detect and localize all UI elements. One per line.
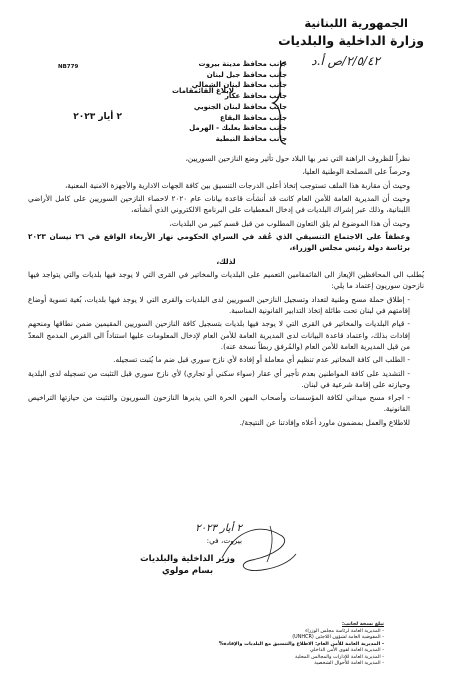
signature-place: بيروت، في:: [206, 536, 242, 545]
addressee-item: جانب محافظ بعلبك - الهرمل: [189, 124, 287, 133]
republic-heading: الجمهورية اللبنانية: [304, 16, 408, 30]
curly-brace-icon: [270, 60, 290, 146]
paragraph: وحيث أن هذا الموضوع لم يلق التعاون المطلوب من قبل قسم كبير من البلديات،: [169, 218, 410, 228]
copy-item: - المفوضية العامة لشؤون اللاجئين (UNHCR): [292, 634, 384, 640]
addressee-item: جانب محافظ البقاع: [219, 113, 287, 122]
list-item: - اجراء مسح ميداني لكافة المؤسسات وأصحاب المهن الحرة التي يديرها النازحون السوريون والتثبت من حيازتها التراخيص القانونية.: [28, 393, 410, 414]
copy-item: - المديرية العامة للأمن العام: الاطلاع والتنسيق مع البلديات والإفادة%: [218, 640, 384, 647]
paragraph: وحيث أن مقاربة هذا الملف تستوجب إتخاذ أعلى الدرجات التنسيق بين كافة الجهات الادارية والأجهزة الامنية المعنية،: [64, 180, 410, 190]
copy-item: - المديرية العامة للإدارات والمجالس المحلية: [295, 653, 384, 660]
paragraph: يُطلب الى المحافظين الإيعاز الى القائمقامين التعميم على البلديات والمخاتير في القرى التي لا يوجد فيها بلديات والتي يتواجد فيها نازحون سوريون إعتماد ما يلي:: [28, 270, 424, 291]
paragraph: للاطلاع والعمل بمضمون ماورد أعلاه وإفادتنا عن النتيجة/.: [239, 417, 410, 427]
paragraph: نظراً للظروف الراهنة التي تمر بها البلاد حول تأثير وضع النازحين السوريين،: [185, 154, 410, 163]
minister-name: بسام مولوي: [161, 566, 214, 576]
copies-heading: تبلغ نسخة لجانب:: [341, 621, 384, 627]
minister-title: وزير الداخلية والبلديات: [140, 554, 235, 564]
list-item: - التشديد على كافة المواطنين بعدم تأجير أي عقار (سواء سكني أو تجاري) لأي نازح سوري قبل التثبت من تسجيله لدى البلدية وحيازته على إقامة شرعية في لبنان.: [28, 368, 410, 389]
qaimmaqam-note: لابلاغ القائمقامات: [171, 87, 234, 95]
letter-body: [28, 153, 424, 430]
document-date: ٢ أيار ٢٠٢٣: [73, 112, 122, 122]
copy-item: - المديرية العامة لرئاسة مجلس الوزراء: [305, 627, 384, 634]
copies-list: [214, 621, 384, 667]
ministry-heading: وزارة الداخلية والبلديات: [278, 33, 424, 48]
nb-code: NB779: [58, 64, 79, 70]
addressee-item: جانب محافظ جبل لبنان: [206, 70, 287, 79]
paragraph-bold: وعطفاً على الاجتماع التنسيقي الذي عُقد في السراي الحكومي نهار الأربعاء الواقع في ٢٦ نيسان ٢٠٢٣ برئاسة دولة رئيس مجلس الوزراء،: [28, 232, 410, 253]
reference-number: ٢/٥/٤٢/ص أ.د: [311, 54, 380, 68]
list-item: - الطلب الى كافة المخاتير عدم تنظيم أي معاملة أو إفادة لأي نازح سوري قبل ضم ما يُثبت تسجيله.: [113, 355, 410, 365]
addressee-item: جانب محافظ النبطية: [215, 134, 287, 143]
addressee-item: جانب محافظ لبنان الجنوبي: [193, 102, 287, 111]
list-item: - قيام البلديات والمخاتير في القرى التي لا يوجد فيها بلديات بتسجيل كافة النازحين السوريين المقيمين ضمن نطاقها ومنحهم إفادات بذلك، واعتماد قاعدة البيانات لدى المديرية العامة للأمن العام لإدخال المعلومات عليها استناداً الى القرص المدمج المعدّ من قبل المديرية العامة للأمن العام (والمُرفق ربطاً نسخة عنه).: [28, 319, 410, 351]
copy-item: - المديرية العامة للأحوال الشخصية: [314, 660, 384, 666]
signature-date: ٢ أيار ٢٠٢٣: [195, 523, 242, 534]
addressee-item: جانب محافظ لبنان الشمالي: [191, 81, 287, 90]
list-item: - إطلاق حملة مسح وطنية لتعداد وتسجيل النازحين السوريين لدى البلديات والقرى التي لا يوجد فيها بلديات، بُغية تسوية أوضاع إقامتهم في لبنان تحت طائلة إتخاذ التدابير القانونية المناسبة.: [28, 294, 410, 315]
lidhalik-heading: لذلك،: [216, 256, 236, 266]
paragraph: وحيث أن المديرية العامة للأمن العام كانت قد أنشأت قاعدة بيانات عام ٢٠٢٠ لاحصاء النازحين السوريين على كامل الأراضي اللبنانية، وذلك عبر إشراك البلديات في إدخال المعطيات على البرنامج الالكتروني الذي أنشأته،: [28, 194, 410, 215]
copy-item: - المديرية العامة لقوى الأمن الداخلي: [309, 647, 384, 653]
paragraph: وحرصاً على المصلحة الوطنية العليا،: [302, 167, 410, 177]
addressee-item: جانب محافظ مدينة بيروت: [198, 60, 287, 68]
minister-block: [140, 553, 235, 577]
addressee-item: جانب محافظ عكار: [224, 92, 287, 101]
